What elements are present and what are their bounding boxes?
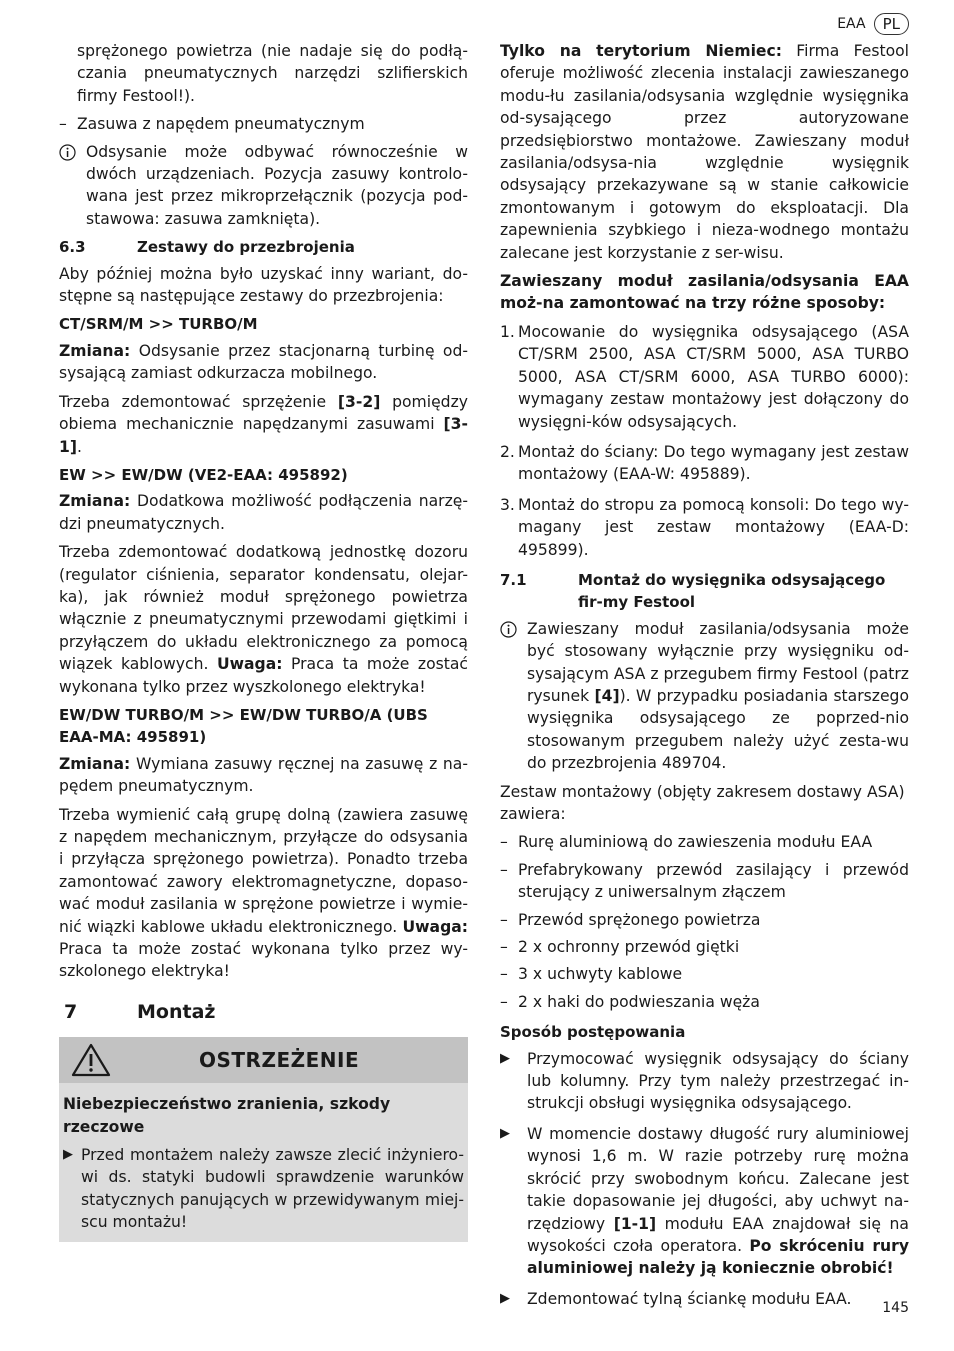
text: ). W przypadku posiadania starszego wysięgnika odsysającego ze poprzed-nio stosowanym przegubem należy użyć zesta-wu do przezbrojenia 489704.: [527, 686, 909, 773]
list-item-text: Przewód sprężonego powietrza: [518, 910, 761, 929]
paragraph: [500, 40, 909, 264]
paragraph: Aby później można było uzyskać inny wariant, do-stępne są następujące zestawy do przezbrojenia:: [59, 264, 468, 306]
list-item: [500, 991, 909, 1013]
section-heading: [500, 569, 909, 614]
paragraph: Zestaw montażowy (objęty zakresem dostawy ASA) zawiera:: [500, 782, 905, 823]
arrow-right-icon: ▶: [500, 1290, 510, 1306]
section-heading: [59, 236, 468, 258]
paragraph: [59, 490, 468, 535]
section-number: 6.3: [59, 238, 86, 257]
paragraph: [59, 391, 468, 458]
subheading: CT/SRM/M >> TURBO/M: [59, 315, 258, 334]
list-item-text: Rurę aluminiową do zawieszenia modułu EAA: [518, 833, 873, 852]
label: Zmiana:: [59, 492, 131, 511]
bold-paragraph: Zawieszany moduł zasilania/odsysania EAA moż-na zamontować na trzy różne sposoby:: [500, 272, 909, 313]
list-item-text: Zasuwa z napędem pneumatycznym: [77, 115, 365, 134]
step: [500, 1288, 909, 1310]
list-item-text: Montaż do ściany: Do tego wymagany jest zestaw montażowy (EAA-W: 495889).: [518, 442, 909, 484]
label: Uwaga:: [216, 655, 283, 674]
dash-marker: –: [500, 833, 508, 852]
dash-marker: –: [59, 115, 67, 134]
paragraph: [59, 541, 468, 698]
warning-title: OSTRZEŻENIE: [199, 1048, 360, 1073]
step: [500, 1123, 909, 1280]
warning-body: [59, 1083, 468, 1241]
list-item: [500, 859, 909, 904]
dash-list: [500, 831, 909, 1013]
info-icon: [59, 141, 86, 231]
warning-step: [63, 1144, 464, 1234]
text: Trzeba zdemontować sprzężenie: [59, 392, 338, 411]
warning-triangle-icon: [71, 1043, 111, 1083]
subheading: EW >> EW/DW (VE2-EAA: 495892): [59, 465, 348, 484]
text: Zawieszany moduł zasilania/odsysania może być stosowany wyłącznie przy wysięgniku od-sysającym ASA z przegubem firmy Festool (patrz rysunek: [527, 619, 909, 705]
label: Zmiana:: [59, 754, 131, 773]
right-column: [500, 40, 909, 1318]
step-text: Przymocować wysięgnik odsysający do ściany lub kolumny. Przy tym należy przestrzegać in-strukcji obsługi wysięgnika odsysającego.: [527, 1049, 909, 1113]
paragraph: [59, 340, 468, 385]
chapter-number: 7: [64, 1000, 78, 1023]
page-header: [837, 13, 909, 35]
step: [500, 1048, 909, 1115]
language-badge: PL: [874, 13, 909, 35]
list-item-text: Mocowanie do wysięgnika odsysającego (ASA CT/SRM 2500, ASA CT/SRM 5000, ASA TURBO 5000, ASA CT/SRM 6000, ASA TURBO 6000): wymagany zestaw montażowy jest dołączony do wysięgni-ków odsysających.: [518, 322, 909, 431]
text: Praca ta może zostać wykonana tylko przez wy-szkolonego elektryka!: [59, 940, 468, 981]
section-title: Zestawy do przezbrojenia: [137, 238, 355, 257]
warning-header: [59, 1037, 468, 1083]
page-number: 145: [882, 1300, 909, 1316]
arrow-right-icon: ▶: [500, 1125, 510, 1141]
list-number: 1.: [500, 322, 515, 341]
subheading: Sposób postępowania: [500, 1023, 686, 1042]
label: Uwaga:: [402, 917, 468, 936]
subheading: EW/DW TURBO/M >> EW/DW TURBO/A (UBS EAA-MA: 495891): [59, 705, 428, 747]
paragraph: [59, 804, 468, 983]
header-code: EAA: [837, 16, 866, 32]
text: .: [76, 437, 82, 456]
figure-ref: [3-1]: [59, 415, 468, 456]
dash-marker: –: [500, 965, 508, 984]
figure-ref: [3-2]: [337, 392, 381, 411]
dash-marker: –: [500, 938, 508, 957]
list-item-text: Prefabrykowany przewód zasilający i przewód sterujący z uniwersalnym złączem: [518, 860, 909, 902]
label: Zmiana:: [59, 341, 131, 360]
list-item: [500, 963, 909, 985]
warning-box: [59, 1037, 468, 1241]
list-item: [500, 909, 909, 931]
list-item: [59, 113, 468, 135]
text: Dodatkowa możliwość podłączenia narzę-dzi pneumatycznych.: [59, 492, 468, 533]
figure-ref: [1-1]: [613, 1214, 657, 1233]
text: pomiędzy obiema mechanicznie napędzanymi zasuwami: [59, 392, 468, 434]
arrow-right-icon: ▶: [500, 1050, 510, 1066]
arrow-right-icon: ▶: [63, 1147, 73, 1163]
label: Tylko na terytorium Niemiec:: [500, 42, 782, 60]
info-icon: [500, 618, 527, 775]
section-title: Montaż do wysięgnika odsysającego fir-my Festool: [578, 570, 886, 612]
paragraph: [59, 753, 468, 798]
text: Trzeba zdemontować dodatkową jednostkę dozoru (regulator ciśnienia, separator kondensatu, olejar-ka), jak również moduł sprężonego powietrza włącznie z pneumatycznymi przewodami giętkimi i przyłączem do układu elektronicznego za pomocą wiązek kablowych.: [59, 543, 468, 674]
list-item-text: 3 x uchwyty kablowe: [518, 965, 683, 984]
text: W momencie dostawy długość rury aluminiowej wynosi 1,6 m. W razie potrzeby rurę można skrócić przy swobodnym końcu. Zalecane jest takie dopasowanie jej długości, aby uchwyt na-rzędziowy: [527, 1124, 909, 1233]
text: Wymiana zasuwy ręcznej na zasuwę z na-pędem pneumatycznym.: [59, 754, 468, 796]
list-item: [500, 441, 909, 486]
warning-subtitle: Niebezpieczeństwo zranienia, szkody rzeczowe: [63, 1095, 391, 1136]
text: Trzeba wymienić całą grupę dolną (zawiera zasuwę z napędem mechanicznym, przyłącze do odsysania i przyłącza sprężonego powietrza). Ponadto trzeba zamontować zawory elektromagnetyczne, dopaso-wać moduł zasilania w sprężone powietrze i wymie-nić wiązki kablowe układu elektronicznego.: [59, 805, 468, 936]
section-number: 7.1: [500, 570, 527, 589]
text: modułu EAA znajdował się na wysokości czoła operatora.: [527, 1214, 909, 1255]
list-item-text: 2 x ochronny przewód giętki: [518, 938, 740, 957]
numbered-list: [500, 321, 909, 561]
list-item: [500, 936, 909, 958]
list-item: [500, 321, 909, 433]
step-text: [527, 1123, 909, 1280]
paragraph: sprężonego powietrza (nie nadaje się do podłą-czania pneumatycznych narzędzi szlifierskich firmy Festool!).: [77, 42, 468, 105]
warning-text: Przed montażem należy zawsze zlecić inżyniero-wi ds. statyki budowli sprawdzenie warunków statycznych panujących w przewidywanym miej-scu montażu!: [81, 1146, 464, 1232]
list-number: 3.: [500, 495, 515, 514]
figure-ref: [4]: [594, 686, 620, 705]
list-item: [500, 831, 909, 853]
dash-marker: –: [500, 860, 508, 879]
list-item-text: 2 x haki do podwieszania węża: [518, 992, 760, 1011]
dash-marker: –: [500, 992, 508, 1011]
chapter-heading: [64, 1001, 468, 1023]
left-column: [59, 40, 468, 1242]
text: Firma Festool oferuje możliwość zlecenia instalacji zawieszanego modu-łu zasilania/odsysania względnie wysięgnika od-sysającego przez autoryzowane przedsiębiorstwo montażowe. Zawieszany moduł zasilania/odsysa-nia względnie wysięgnik odsysający przekazywane są w stanie całkowicie zmontowanym i gotowym do eksploatacji. Dla zapewnienia szybkiego i nieza-wodnego montażu zalecane jest korzystanie z ser-wisu.: [500, 42, 910, 262]
emphasis: Po skróceniu rury aluminiowej należy ją koniecznie obrobić!: [527, 1236, 909, 1278]
text: Odsysanie przez stacjonarną turbinę od-sysającą zamiast odkurzacza mobilnego.: [59, 341, 468, 383]
step-text: Zdemontować tylną ściankę modułu EAA.: [527, 1289, 852, 1308]
list-item: [500, 494, 909, 561]
dash-marker: –: [500, 910, 508, 929]
text: Praca ta może zostać wykonana tylko przez wyszkolonego elektryka!: [59, 655, 469, 696]
info-text: Odsysanie może odbywać równocześnie w dwóch urządzeniach. Pozycja zasuwy kontrolo-wana jest przez mikroprzełącznik (pozycja pod-stawowa: zasuwa zamknięta).: [86, 142, 468, 228]
info-text: [527, 618, 909, 775]
list-number: 2.: [500, 442, 515, 461]
info-note: [500, 618, 909, 775]
info-note: [59, 141, 468, 231]
chapter-title: Montaż: [137, 1000, 216, 1023]
list-item-text: Montaż do stropu za pomocą konsoli: Do tego wy-magany jest zestaw montażowy (EAA-D: 495899).: [518, 495, 909, 559]
